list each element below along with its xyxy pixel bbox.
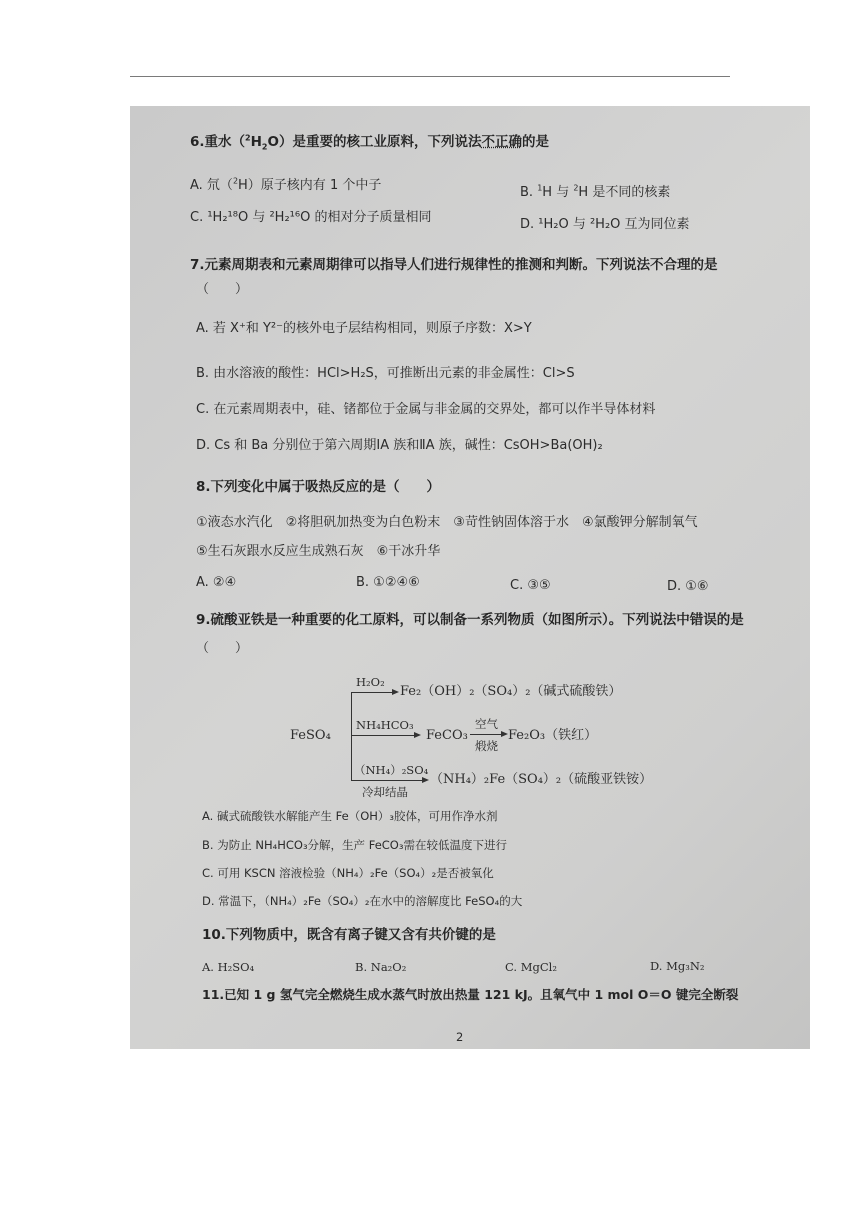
scanned-page-photo	[130, 106, 810, 1049]
question-8-stem: 8.下列变化中属于吸热反应的是（ ）	[196, 479, 441, 495]
question-6-option-c: C. ¹H₂¹⁸O 与 ²H₂¹⁶O 的相对分子质量相同	[190, 210, 432, 225]
diagram-arrow-3	[470, 734, 502, 735]
question-6-stem: 6.重水$(^2H_2O)$是重要的核工业原料，下列说法不正确的是	[190, 133, 549, 152]
diagram-arrow-1	[351, 692, 393, 693]
diagram-arrow-2	[351, 735, 415, 736]
diagram-basic-ferric-sulfate: Fe₂（OH）₂（SO₄）₂（碱式硫酸铁）	[400, 684, 622, 699]
question-7-option-c: C. 在元素周期表中，硅、锗都位于金属与非金属的交界处，都可以作半导体材料	[196, 402, 656, 417]
diagram-mohr-salt: （NH₄）₂Fe（SO₄）₂（硫酸亚铁铵）	[430, 772, 653, 787]
question-9-option-a: A. 碱式硫酸铁水解能产生 Fe（OH）₃胶体，可用作净水剂	[202, 809, 498, 823]
question-8-option-d: D. ①⑥	[667, 579, 709, 594]
question-9-option-d: D. 常温下，（NH₄）₂Fe（SO₄）₂在水中的溶解度比 FeSO₄的大	[202, 894, 523, 908]
diagram-iron-red: Fe₂O₃（铁红）	[508, 728, 598, 743]
diagram-air-label: 空气	[475, 717, 498, 731]
diagram-feco3: FeCO₃	[426, 728, 468, 743]
question-10-option-d: D. Mg₃N₂	[650, 959, 705, 973]
page-number: 2	[456, 1030, 464, 1044]
question-6-option-a: A. 氘（$^2$H）原子核内有 1 个中子	[190, 176, 382, 193]
question-9-option-b: B. 为防止 NH₄HCO₃分解，生产 FeCO₃需在较低温度下进行	[202, 838, 507, 852]
diagram-ammonium-sulfate-label: （NH₄）₂SO₄	[354, 763, 429, 777]
question-8-items-line-1: ①液态水汽化 ②将胆矾加热变为白色粉末 ③苛性钠固体溶于水 ④氯酸钾分解制氧气	[196, 515, 698, 530]
diagram-arrowhead-2	[414, 732, 421, 738]
diagram-arrowhead-1	[392, 689, 399, 695]
diagram-h2o2-label: H₂O₂	[356, 675, 385, 689]
diagram-calcine-label: 煅烧	[475, 739, 498, 753]
question-9-answer-paren: （ ）	[196, 641, 249, 656]
question-8-option-c: C. ③⑤	[510, 578, 551, 593]
diagram-arrowhead-4	[422, 777, 429, 783]
header-rule	[130, 76, 730, 77]
diagram-branch-line	[351, 692, 352, 780]
diagram-nh4hco3-label: NH₄HCO₃	[356, 718, 414, 732]
question-10-stem: 10.下列物质中，既含有离子键又含有共价键的是	[202, 927, 496, 943]
question-9-stem: 9.硫酸亚铁是一种重要的化工原料，可以制备一系列物质（如图所示）。下列说法中错误的是	[196, 612, 744, 628]
question-10-option-a: A. H₂SO₄	[202, 960, 255, 974]
question-7-option-a: A. 若 X⁺和 Y²⁻的核外电子层结构相同，则原子序数：X>Y	[196, 321, 532, 336]
diagram-arrow-4	[351, 780, 423, 781]
question-7-answer-paren: （ ）	[196, 282, 249, 297]
question-6-option-b: B. $^1$H 与 $^2$H 是不同的核素	[520, 183, 671, 200]
question-10-option-b: B. Na₂O₂	[355, 960, 407, 974]
diagram-feso4: FeSO₄	[290, 728, 331, 743]
question-10-option-c: C. MgCl₂	[505, 960, 557, 974]
question-6-option-d: D. ¹H₂O 与 ²H₂O 互为同位素	[520, 217, 690, 232]
question-9-option-c: C. 可用 KSCN 溶液检验（NH₄）₂Fe（SO₄）₂是否被氧化	[202, 866, 494, 880]
question-11-stem: 11.已知 1 g 氢气完全燃烧生成水蒸气时放出热量 121 kJ。且氧气中 1 mol O＝O 键完全断裂	[202, 987, 739, 1002]
question-7-option-b: B. 由水溶液的酸性：HCl>H₂S，可推断出元素的非金属性：Cl>S	[196, 366, 575, 381]
question-7-option-d: D. Cs 和 Ba 分别位于第六周期ⅠA 族和ⅡA 族，碱性：CsOH>Ba(OH)₂	[196, 438, 603, 453]
diagram-arrowhead-3	[501, 731, 508, 737]
diagram-cool-crystallize-label: 冷却结晶	[362, 785, 408, 799]
question-7-stem: 7.元素周期表和元素周期律可以指导人们进行规律性的推测和判断。下列说法不合理的是	[190, 257, 718, 273]
question-8-option-b: B. ①②④⑥	[356, 575, 420, 590]
question-8-items-line-2: ⑤生石灰跟水反应生成熟石灰 ⑥干冰升华	[196, 544, 441, 559]
question-8-option-a: A. ②④	[196, 575, 237, 590]
